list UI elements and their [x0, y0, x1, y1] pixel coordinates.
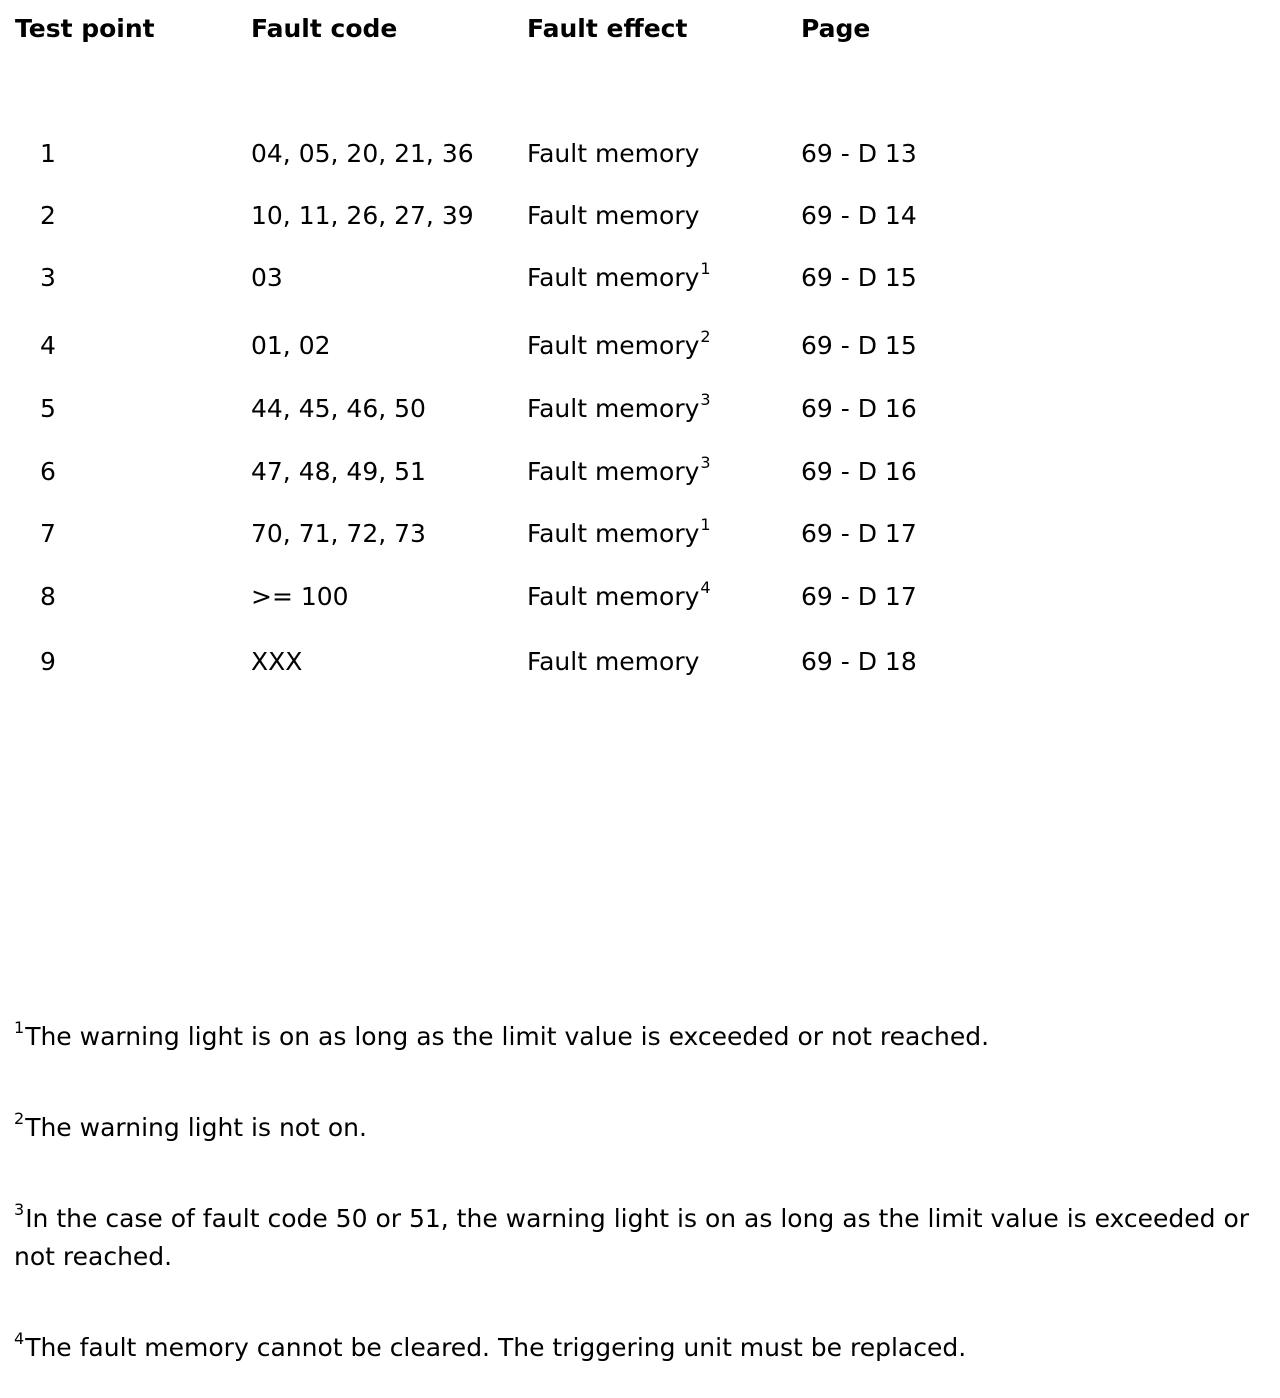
fault-effect-cell — [527, 196, 699, 236]
test-point-cell: 5 — [40, 394, 56, 423]
header-fault-effect: Fault effect — [527, 14, 688, 43]
table-row — [0, 258, 1280, 298]
fault-effect-cell — [527, 642, 699, 682]
table-row — [0, 389, 1280, 429]
fault-effect-cell — [527, 258, 710, 298]
table-row — [0, 196, 1280, 236]
fault-effect-cell — [527, 326, 710, 366]
fault-effect-cell — [527, 452, 710, 492]
page-cell: 69 - D 13 — [801, 139, 917, 168]
fault-effect-cell — [527, 389, 710, 429]
footnote-ref: 2 — [700, 327, 711, 346]
fault-code-cell: 10, 11, 26, 27, 39 — [251, 201, 474, 230]
fault-code-cell: 47, 48, 49, 51 — [251, 457, 426, 486]
fault-effect-text: Fault memory — [527, 201, 700, 230]
fault-effect-text: Fault memory — [527, 582, 700, 611]
fault-code-cell: 01, 02 — [251, 331, 331, 360]
fault-effect-text: Fault memory — [527, 263, 700, 292]
page-cell: 69 - D 18 — [801, 647, 917, 676]
fault-code-cell: 03 — [251, 263, 283, 292]
footnote — [14, 1018, 1254, 1056]
fault-code-cell: >= 100 — [251, 582, 349, 611]
footnote-ref: 3 — [700, 453, 711, 472]
header-page: Page — [801, 14, 871, 43]
footnote-ref: 4 — [700, 578, 711, 597]
footnote-mark: 3 — [14, 1200, 25, 1219]
fault-effect-text: Fault memory — [527, 331, 700, 360]
table-row — [0, 514, 1280, 554]
footnote-text: The fault memory cannot be cleared. The triggering unit must be replaced. — [25, 1333, 967, 1362]
footnote-ref: 1 — [700, 515, 711, 534]
footnote-text: The warning light is on as long as the limit value is exceeded or not reached. — [25, 1022, 990, 1051]
footnote-ref: 3 — [700, 390, 711, 409]
page-cell: 69 - D 14 — [801, 201, 917, 230]
page-cell: 69 - D 16 — [801, 457, 917, 486]
fault-code-cell: 04, 05, 20, 21, 36 — [251, 139, 474, 168]
fault-effect-text: Fault memory — [527, 519, 700, 548]
table-row — [0, 642, 1280, 682]
header-test-point: Test point — [15, 14, 155, 43]
table-row — [0, 326, 1280, 366]
fault-effect-text: Fault memory — [527, 139, 700, 168]
footnote-ref: 1 — [700, 259, 711, 278]
fault-code-cell: 70, 71, 72, 73 — [251, 519, 426, 548]
fault-code-cell: XXX — [251, 647, 303, 676]
table-row — [0, 134, 1280, 174]
fault-effect-text: Fault memory — [527, 457, 700, 486]
page-cell: 69 - D 16 — [801, 394, 917, 423]
test-point-cell: 2 — [40, 201, 56, 230]
header-fault-code: Fault code — [251, 14, 398, 43]
fault-effect-text: Fault memory — [527, 647, 700, 676]
page-cell: 69 - D 15 — [801, 331, 917, 360]
footnote — [14, 1329, 1254, 1367]
footnote-text: In the case of fault code 50 or 51, the warning light is on as long as the limit value is exceeded or not reached. — [14, 1204, 1250, 1271]
test-point-cell: 3 — [40, 263, 56, 292]
test-point-cell: 8 — [40, 582, 56, 611]
footnote-mark: 4 — [14, 1329, 25, 1348]
fault-effect-cell — [527, 577, 710, 617]
fault-code-cell: 44, 45, 46, 50 — [251, 394, 426, 423]
test-point-cell: 6 — [40, 457, 56, 486]
page-cell: 69 - D 17 — [801, 519, 917, 548]
footnote-text: The warning light is not on. — [25, 1113, 367, 1142]
test-point-cell: 1 — [40, 139, 56, 168]
fault-effect-cell — [527, 134, 699, 174]
test-point-cell: 9 — [40, 647, 56, 676]
table-row — [0, 452, 1280, 492]
page-cell: 69 - D 17 — [801, 582, 917, 611]
footnote — [14, 1200, 1254, 1276]
page-cell: 69 - D 15 — [801, 263, 917, 292]
fault-effect-text: Fault memory — [527, 394, 700, 423]
fault-effect-cell — [527, 514, 710, 554]
test-point-cell: 7 — [40, 519, 56, 548]
footnote-mark: 2 — [14, 1109, 25, 1128]
table-row — [0, 577, 1280, 617]
footnote-mark: 1 — [14, 1018, 25, 1037]
test-point-cell: 4 — [40, 331, 56, 360]
footnote — [14, 1109, 1254, 1147]
